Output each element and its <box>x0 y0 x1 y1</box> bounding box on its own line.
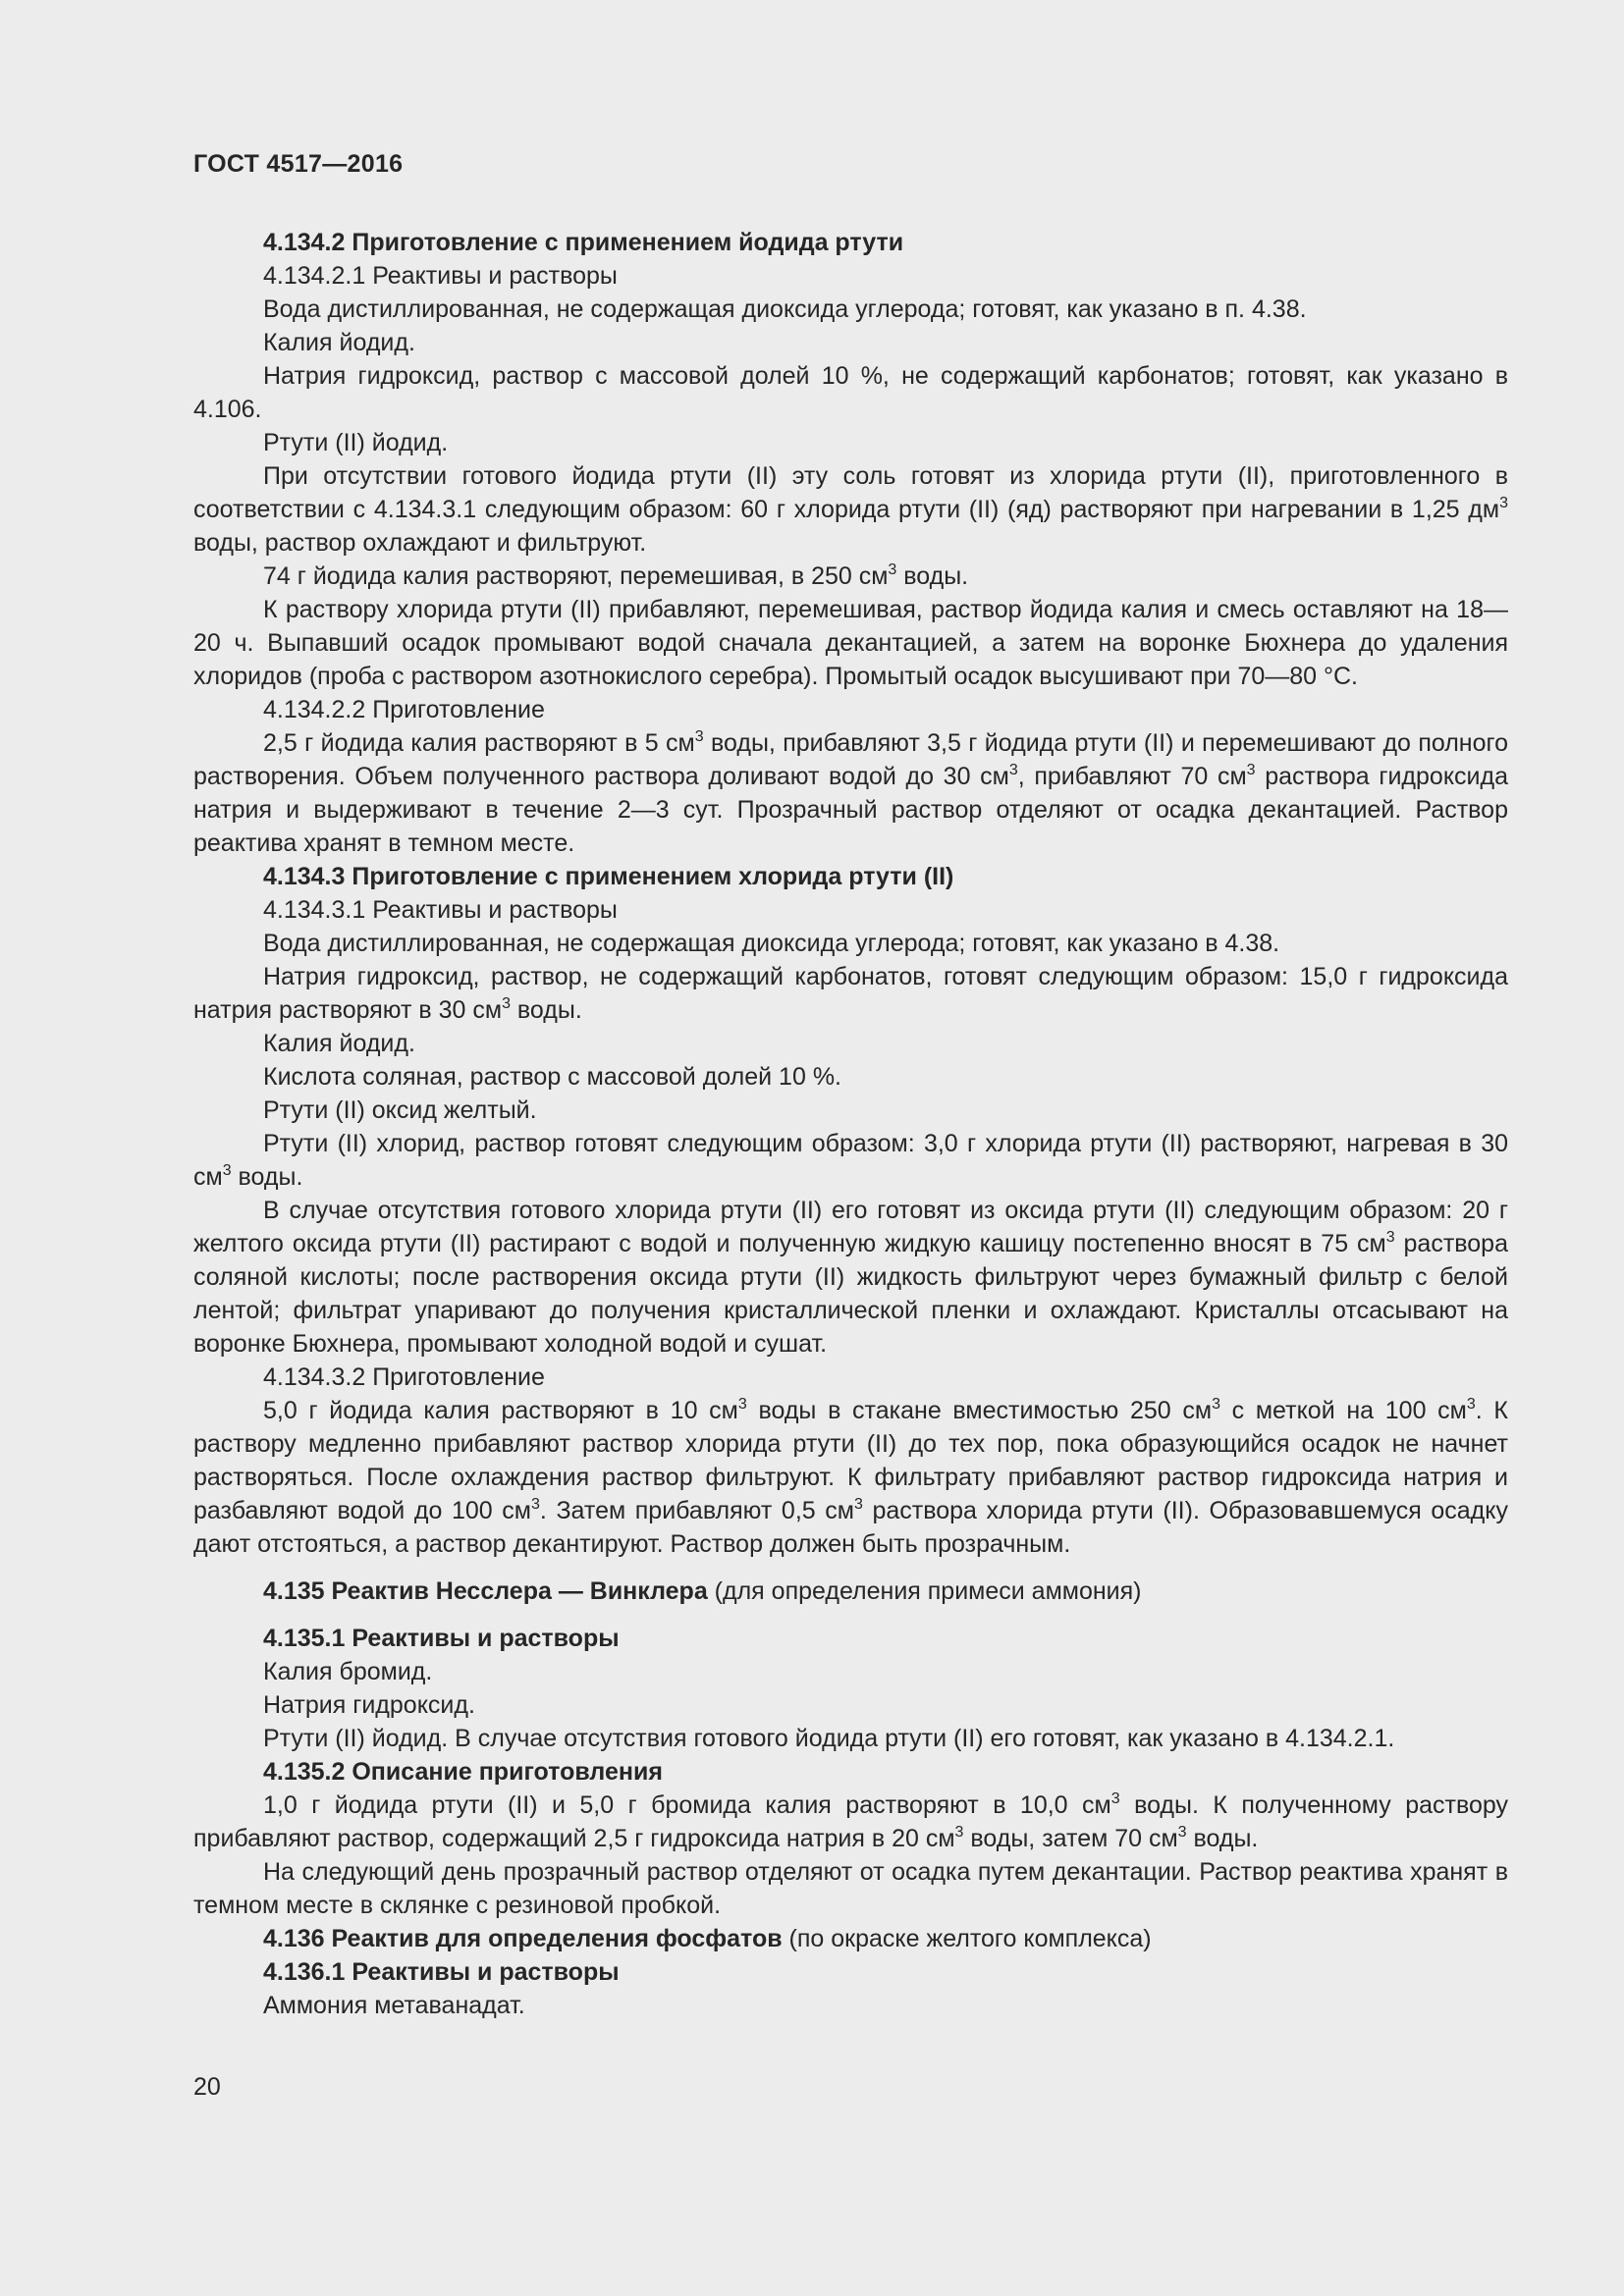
text-run: 5,0 г йодида калия растворяют в 10 см <box>263 1397 738 1424</box>
text-run: 4.134.2.2 Приготовление <box>263 696 545 723</box>
text-run: Вода дистиллированная, не содержащая диоксида углерода; готовят, как указано в 4.38. <box>263 930 1280 957</box>
superscript: 3 <box>954 1824 964 1841</box>
text-run: воды, раствор охлаждают и фильтруют. <box>193 529 647 557</box>
text-run: Кислота соляная, раствор с массовой долей 10 %. <box>263 1063 841 1091</box>
paragraph <box>193 1027 1508 1060</box>
paragraph <box>193 1722 1508 1755</box>
text-run: воды в стакане вместимостью 250 см <box>746 1397 1213 1424</box>
text-run: Ртути (II) йодид. В случае отсутствия готового йодида ртути (II) его готовят, как указано в 4.134.2.1. <box>263 1725 1395 1752</box>
superscript: 3 <box>853 1496 863 1513</box>
bold-text: 4.136.1 Реактивы и растворы <box>263 1958 620 1986</box>
text-run: . К раствору медленно прибавляют раствор хлорида ртути (II) до тех пор, пока образующийся осадок не начнет растворяться. После охлаждения раствор фильтруют. К фильтрату прибавляют раствор гидроксида натрия и разбавляют водой до 100 см <box>193 1397 1508 1524</box>
text-run: воды. <box>231 1163 303 1191</box>
paragraph <box>193 1688 1508 1722</box>
superscript: 3 <box>1499 495 1508 511</box>
paragraph <box>193 359 1508 426</box>
paragraph <box>193 1755 1508 1789</box>
text-run: воды. <box>1186 1825 1259 1852</box>
text-run: воды. <box>896 562 969 590</box>
paragraph <box>193 226 1508 259</box>
text-run: 74 г йодида калия растворяют, перемешивая, в 250 см <box>263 562 889 590</box>
text-run: , прибавляют 70 см <box>1017 763 1247 790</box>
paragraph <box>193 960 1508 1027</box>
bold-text: 4.135.1 Реактивы и растворы <box>263 1625 620 1652</box>
paragraph <box>193 426 1508 459</box>
superscript: 3 <box>502 995 511 1012</box>
paragraph <box>193 1955 1508 1989</box>
bold-text: 4.135 Реактив Несслера — Винклера <box>263 1577 708 1605</box>
superscript: 3 <box>1177 1824 1187 1841</box>
text-run: В случае отсутствия готового хлорида ртути (II) его готовят из оксида ртути (II) следующим образом: 20 г желтого оксида ртути (II) растирают с водой и полученную жидкую кашицу постепенно вносят в 75 см <box>193 1197 1508 1257</box>
paragraph <box>193 1989 1508 2022</box>
bold-text: 4.134.3 Приготовление с применением хлорида ртути (II) <box>263 863 954 890</box>
superscript: 3 <box>737 1396 747 1413</box>
superscript: 3 <box>1246 762 1256 778</box>
text-run: . Затем прибавляют 0,5 см <box>539 1497 854 1524</box>
text-run: (по окраске желтого комплекса) <box>782 1925 1152 1952</box>
text-run: При отсутствии готового йодида ртути (II) эту соль готовят из хлорида ртути (II), приготовленного в соответствии с 4.134.3.1 следующим образом: 60 г хлорида ртути (II) (яд) растворяют при нагревании в 1,25 дм <box>193 462 1508 523</box>
paragraph <box>193 459 1508 560</box>
text-run: 4.134.3.1 Реактивы и растворы <box>263 896 618 924</box>
superscript: 3 <box>222 1162 232 1179</box>
text-run: На следующий день прозрачный раствор отделяют от осадка путем декантации. Раствор реактива хранят в темном месте в склянке с резиновой пробкой. <box>193 1858 1508 1919</box>
text-run: воды, прибавляют 3,5 г йодида ртути (II) и перемешивают до полного растворения. Объем полученного раствора доливают водой до 30 см <box>193 729 1508 790</box>
text-run: 2,5 г йодида калия растворяют в 5 см <box>263 729 695 757</box>
paragraph <box>193 1394 1508 1561</box>
text-run: Натрия гидроксид. <box>263 1691 475 1719</box>
superscript: 3 <box>530 1496 540 1513</box>
paragraph <box>193 726 1508 860</box>
text-run: раствора соляной кислоты; после растворения оксида ртути (II) жидкость фильтруют через бумажный фильтр с белой лентой; фильтрат упаривают до получения кристаллической пленки и охлаждают. Кристаллы отсасывают на воронке Бюхнера, промывают холодной водой и сушат. <box>193 1230 1508 1358</box>
paragraph <box>193 259 1508 293</box>
paragraph <box>193 326 1508 359</box>
text-run: Вода дистиллированная, не содержащая диоксида углерода; готовят, как указано в п. 4.38. <box>263 295 1307 323</box>
text-run: Калия бромид. <box>263 1658 433 1685</box>
superscript: 3 <box>1110 1790 1120 1807</box>
paragraph <box>193 593 1508 693</box>
superscript: 3 <box>1466 1396 1476 1413</box>
document-header: ГОСТ 4517—2016 <box>193 150 404 178</box>
paragraph <box>193 893 1508 927</box>
page-number: 20 <box>193 2073 221 2101</box>
paragraph <box>193 1127 1508 1194</box>
paragraph <box>193 1789 1508 1855</box>
bold-text: 4.134.2 Приготовление с применением йодида ртути <box>263 229 904 256</box>
text-run: воды, затем 70 см <box>963 1825 1178 1852</box>
paragraph <box>193 1361 1508 1394</box>
text-run: Натрия гидроксид, раствор, не содержащий карбонатов, готовят следующим образом: 15,0 г гидроксида натрия растворяют в 30 см <box>193 963 1508 1024</box>
superscript: 3 <box>1212 1396 1220 1413</box>
text-run: воды. К полученному раствору прибавляют раствор, содержащий 2,5 г гидроксида натрия в 20 см <box>193 1791 1508 1852</box>
paragraph <box>193 1194 1508 1361</box>
paragraph <box>193 1094 1508 1127</box>
paragraph <box>193 1855 1508 1922</box>
text-run: Калия йодид. <box>263 1030 415 1057</box>
text-run: К раствору хлорида ртути (II) прибавляют, перемешивая, раствор йодида калия и смесь оставляют на 18—20 ч. Выпавший осадок промывают водой сначала декантацией, а затем на воронке Бюхнера до удаления хлоридов (проба с раствором азотнокислого серебра). Промытый осадок высушивают при 70—80 °С. <box>193 596 1508 690</box>
text-run: раствора гидроксида натрия и выдерживают в течение 2—3 сут. Прозрачный раствор отделяют от осадка декантацией. Раствор реактива хранят в темном месте. <box>193 763 1508 857</box>
paragraph <box>193 293 1508 326</box>
superscript: 3 <box>694 728 704 745</box>
paragraph <box>193 1060 1508 1094</box>
text-run: воды. <box>510 996 582 1024</box>
superscript: 3 <box>888 561 897 578</box>
superscript: 3 <box>1008 762 1018 778</box>
text-run: Ртути (II) оксид желтый. <box>263 1096 537 1124</box>
text-run: (для определения примеси аммония) <box>707 1577 1142 1605</box>
text-run: Ртути (II) йодид. <box>263 429 449 456</box>
document-body <box>193 226 1508 2022</box>
text-run: 4.134.2.1 Реактивы и растворы <box>263 262 618 290</box>
text-run: 4.134.3.2 Приготовление <box>263 1363 545 1391</box>
paragraph <box>193 860 1508 893</box>
paragraph <box>193 693 1508 726</box>
text-run: с меткой на 100 см <box>1219 1397 1467 1424</box>
paragraph <box>193 560 1508 593</box>
paragraph <box>193 1575 1508 1608</box>
text-run: Аммония метаванадат. <box>263 1992 525 2019</box>
text-run: раствора хлорида ртути (II). Образовавшемуся осадку дают отстояться, а раствор декантируют. Раствор должен быть прозрачным. <box>193 1497 1508 1558</box>
superscript: 3 <box>1385 1229 1395 1246</box>
text-run: Натрия гидроксид, раствор с массовой долей 10 %, не содержащий карбонатов; готовят, как указано в 4.106. <box>193 362 1508 423</box>
paragraph <box>193 1655 1508 1688</box>
bold-text: 4.136 Реактив для определения фосфатов <box>263 1925 783 1952</box>
paragraph <box>193 1622 1508 1655</box>
text-run: 1,0 г йодида ртути (II) и 5,0 г бромида калия растворяют в 10,0 см <box>263 1791 1111 1819</box>
bold-text: 4.135.2 Описание приготовления <box>263 1758 663 1786</box>
paragraph <box>193 927 1508 960</box>
text-run: Калия йодид. <box>263 329 415 356</box>
paragraph <box>193 1922 1508 1955</box>
text-run: Ртути (II) хлорид, раствор готовят следующим образом: 3,0 г хлорида ртути (II) растворяют, нагревая в 30 см <box>193 1130 1508 1191</box>
